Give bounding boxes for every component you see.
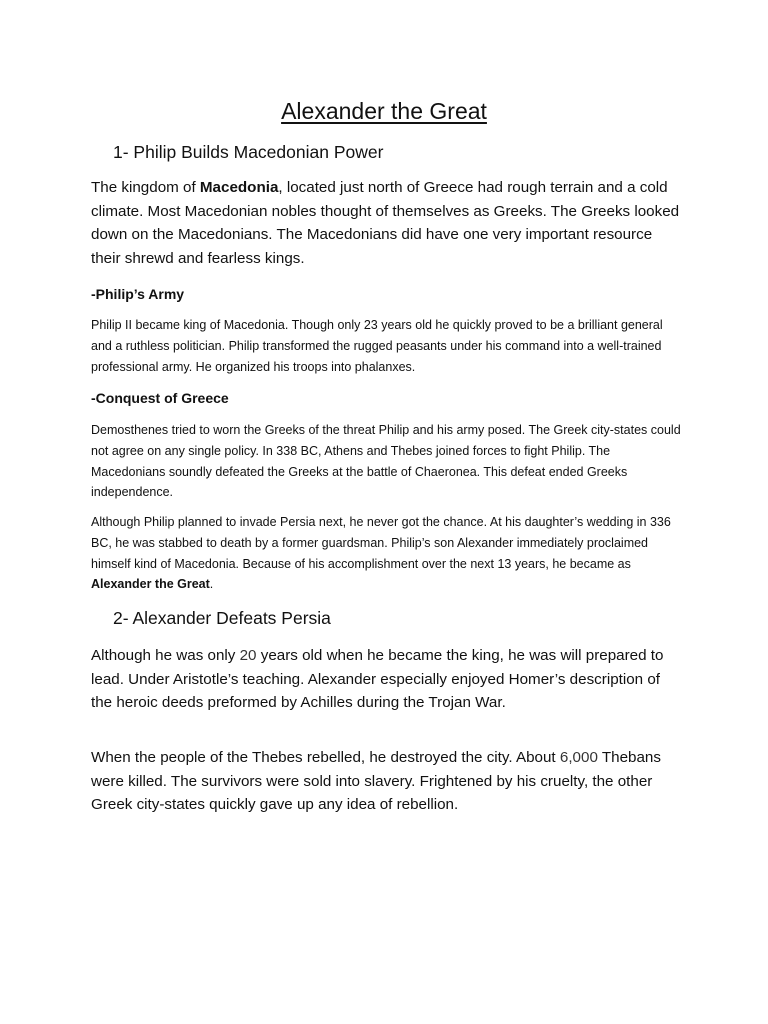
death-text-pre: Although Philip planned to invade Persia next, he never got the chance. At his daughter’s wedding in 336 BC, he was stabbed to death by a former guardsman. Philip’s son Alexander immediately proclaimed himself kind of Macedonia. Because of his accomplishment over the next 13 years, he became as	[91, 515, 671, 571]
intro-text-post: , located just north of Greece had rough terrain and a cold climate. Most Macedonian nobles thought of themselves as Greeks. The Greeks looked down on the Macedonians. The Macedonians did have one very important resource their shrewd and fearless kings.	[91, 179, 680, 267]
intro-bold-macedonia: Macedonia	[199, 179, 279, 196]
paragraph-thebes-rebellion	[91, 746, 681, 817]
subheading-philips-army: -Philip’s Army	[91, 286, 185, 302]
death-text-post: .	[209, 577, 214, 592]
section-heading-alexander-persia: 2- Alexander Defeats Persia	[113, 608, 331, 628]
paragraph-macedonia-intro	[91, 176, 681, 270]
section-heading-philip: 1- Philip Builds Macedonian Power	[113, 142, 384, 162]
paragraph-philips-army: Philip II became king of Macedonia. Though only 23 years old he quickly proved to be a brilliant general and a ruthless politician. Philip transformed the rugged peasants under his command into a well-trained professional army. He organized his troops into phalanxes.	[91, 318, 663, 374]
youth-text-post: years old when he became the king, he was will prepared to lead. Under Aristotle’s teaching. Alexander especially enjoyed Homer’s description of the heroic deeds preformed by Achilles during the Trojan War.	[91, 647, 664, 711]
youth-text-pre: Although he was only	[91, 647, 240, 664]
death-bold-alexander: Alexander the Great	[91, 577, 210, 592]
youth-number: 20	[239, 647, 257, 664]
paragraph-alexander-youth	[91, 644, 681, 715]
paragraph-conquest-of-greece: Demosthenes tried to worn the Greeks of the threat Philip and his army posed. The Greek city-states could not agree on any single policy. In 338 BC, Athens and Thebes joined forces to fight Philip. The Macedonians soundly defeated the Greeks at the battle of Chaeronea. This defeat ended Greeks independence.	[91, 423, 681, 500]
thebes-text-pre: When the people of the Thebes rebelled, he destroyed the city. About	[91, 749, 560, 766]
thebes-text-post: Thebans were killed. The survivors were sold into slavery. Frightened by his cruelty, the other Greek city-states quickly gave up any idea of rebellion.	[91, 749, 661, 813]
subheading-conquest-of-greece: -Conquest of Greece	[91, 390, 229, 406]
document-title: Alexander the Great	[281, 98, 487, 124]
paragraph-philip-death	[91, 512, 681, 595]
intro-text-pre: The kingdom of	[91, 179, 200, 196]
thebes-number: 6,000	[559, 749, 598, 766]
